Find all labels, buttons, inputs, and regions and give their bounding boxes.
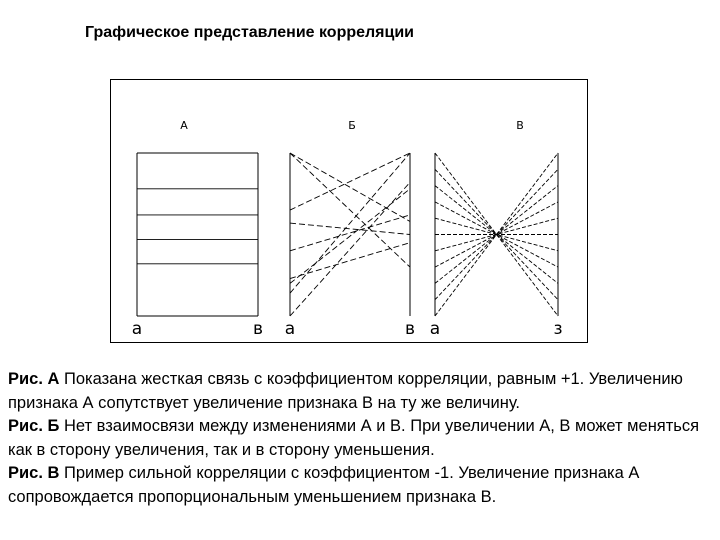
caption-a — [8, 368, 714, 415]
page-title: Графическое представление корреляции — [85, 24, 415, 41]
caption-a-label: Рис. А — [8, 370, 60, 388]
panel-b-label: Б — [348, 119, 356, 132]
panel-a-left-label: а — [131, 319, 143, 339]
correlation-diagram — [111, 80, 589, 344]
correlation-figure — [110, 79, 588, 343]
panel-v-label: В — [516, 119, 524, 132]
panel-v-left-label: а — [429, 319, 441, 339]
panel-b-connection — [290, 243, 410, 279]
panel-b-connection — [290, 153, 410, 293]
panel-b-connection — [290, 153, 410, 267]
panel-b-connection — [290, 223, 410, 234]
caption-v-label: Рис. В — [8, 464, 60, 482]
caption-b-text: Нет взаимосвязи между изменениями А и В. При увеличении А, В может меняться как в сторону увеличения, так и в сторону уменьшения. — [8, 417, 700, 459]
panel-b-connection — [290, 182, 410, 316]
caption-a-text: Показана жесткая связь с коэффициентом корреляции, равным +1. Увеличению признака А сопутствует увеличение признака В на ту же величину. — [8, 370, 683, 412]
caption-b — [8, 415, 714, 462]
panel-a-right-label: в — [252, 319, 264, 339]
caption-v-text: Пример сильной корреляции с коэффициентом -1. Увеличение признака А сопровождается пропорциональным уменьшением признака В. — [8, 464, 640, 506]
panel-b-connection — [290, 153, 410, 221]
panel-v-right-label: з — [553, 319, 563, 339]
caption-block — [8, 368, 714, 509]
panel-a-label: А — [180, 119, 188, 132]
panel-b-connection — [290, 153, 410, 210]
panel-b-left-label: а — [284, 319, 296, 339]
panel-b-right-label: в — [404, 319, 416, 339]
caption-b-label: Рис. Б — [8, 417, 60, 435]
panel-b-connection — [290, 189, 410, 284]
caption-v — [8, 462, 714, 509]
